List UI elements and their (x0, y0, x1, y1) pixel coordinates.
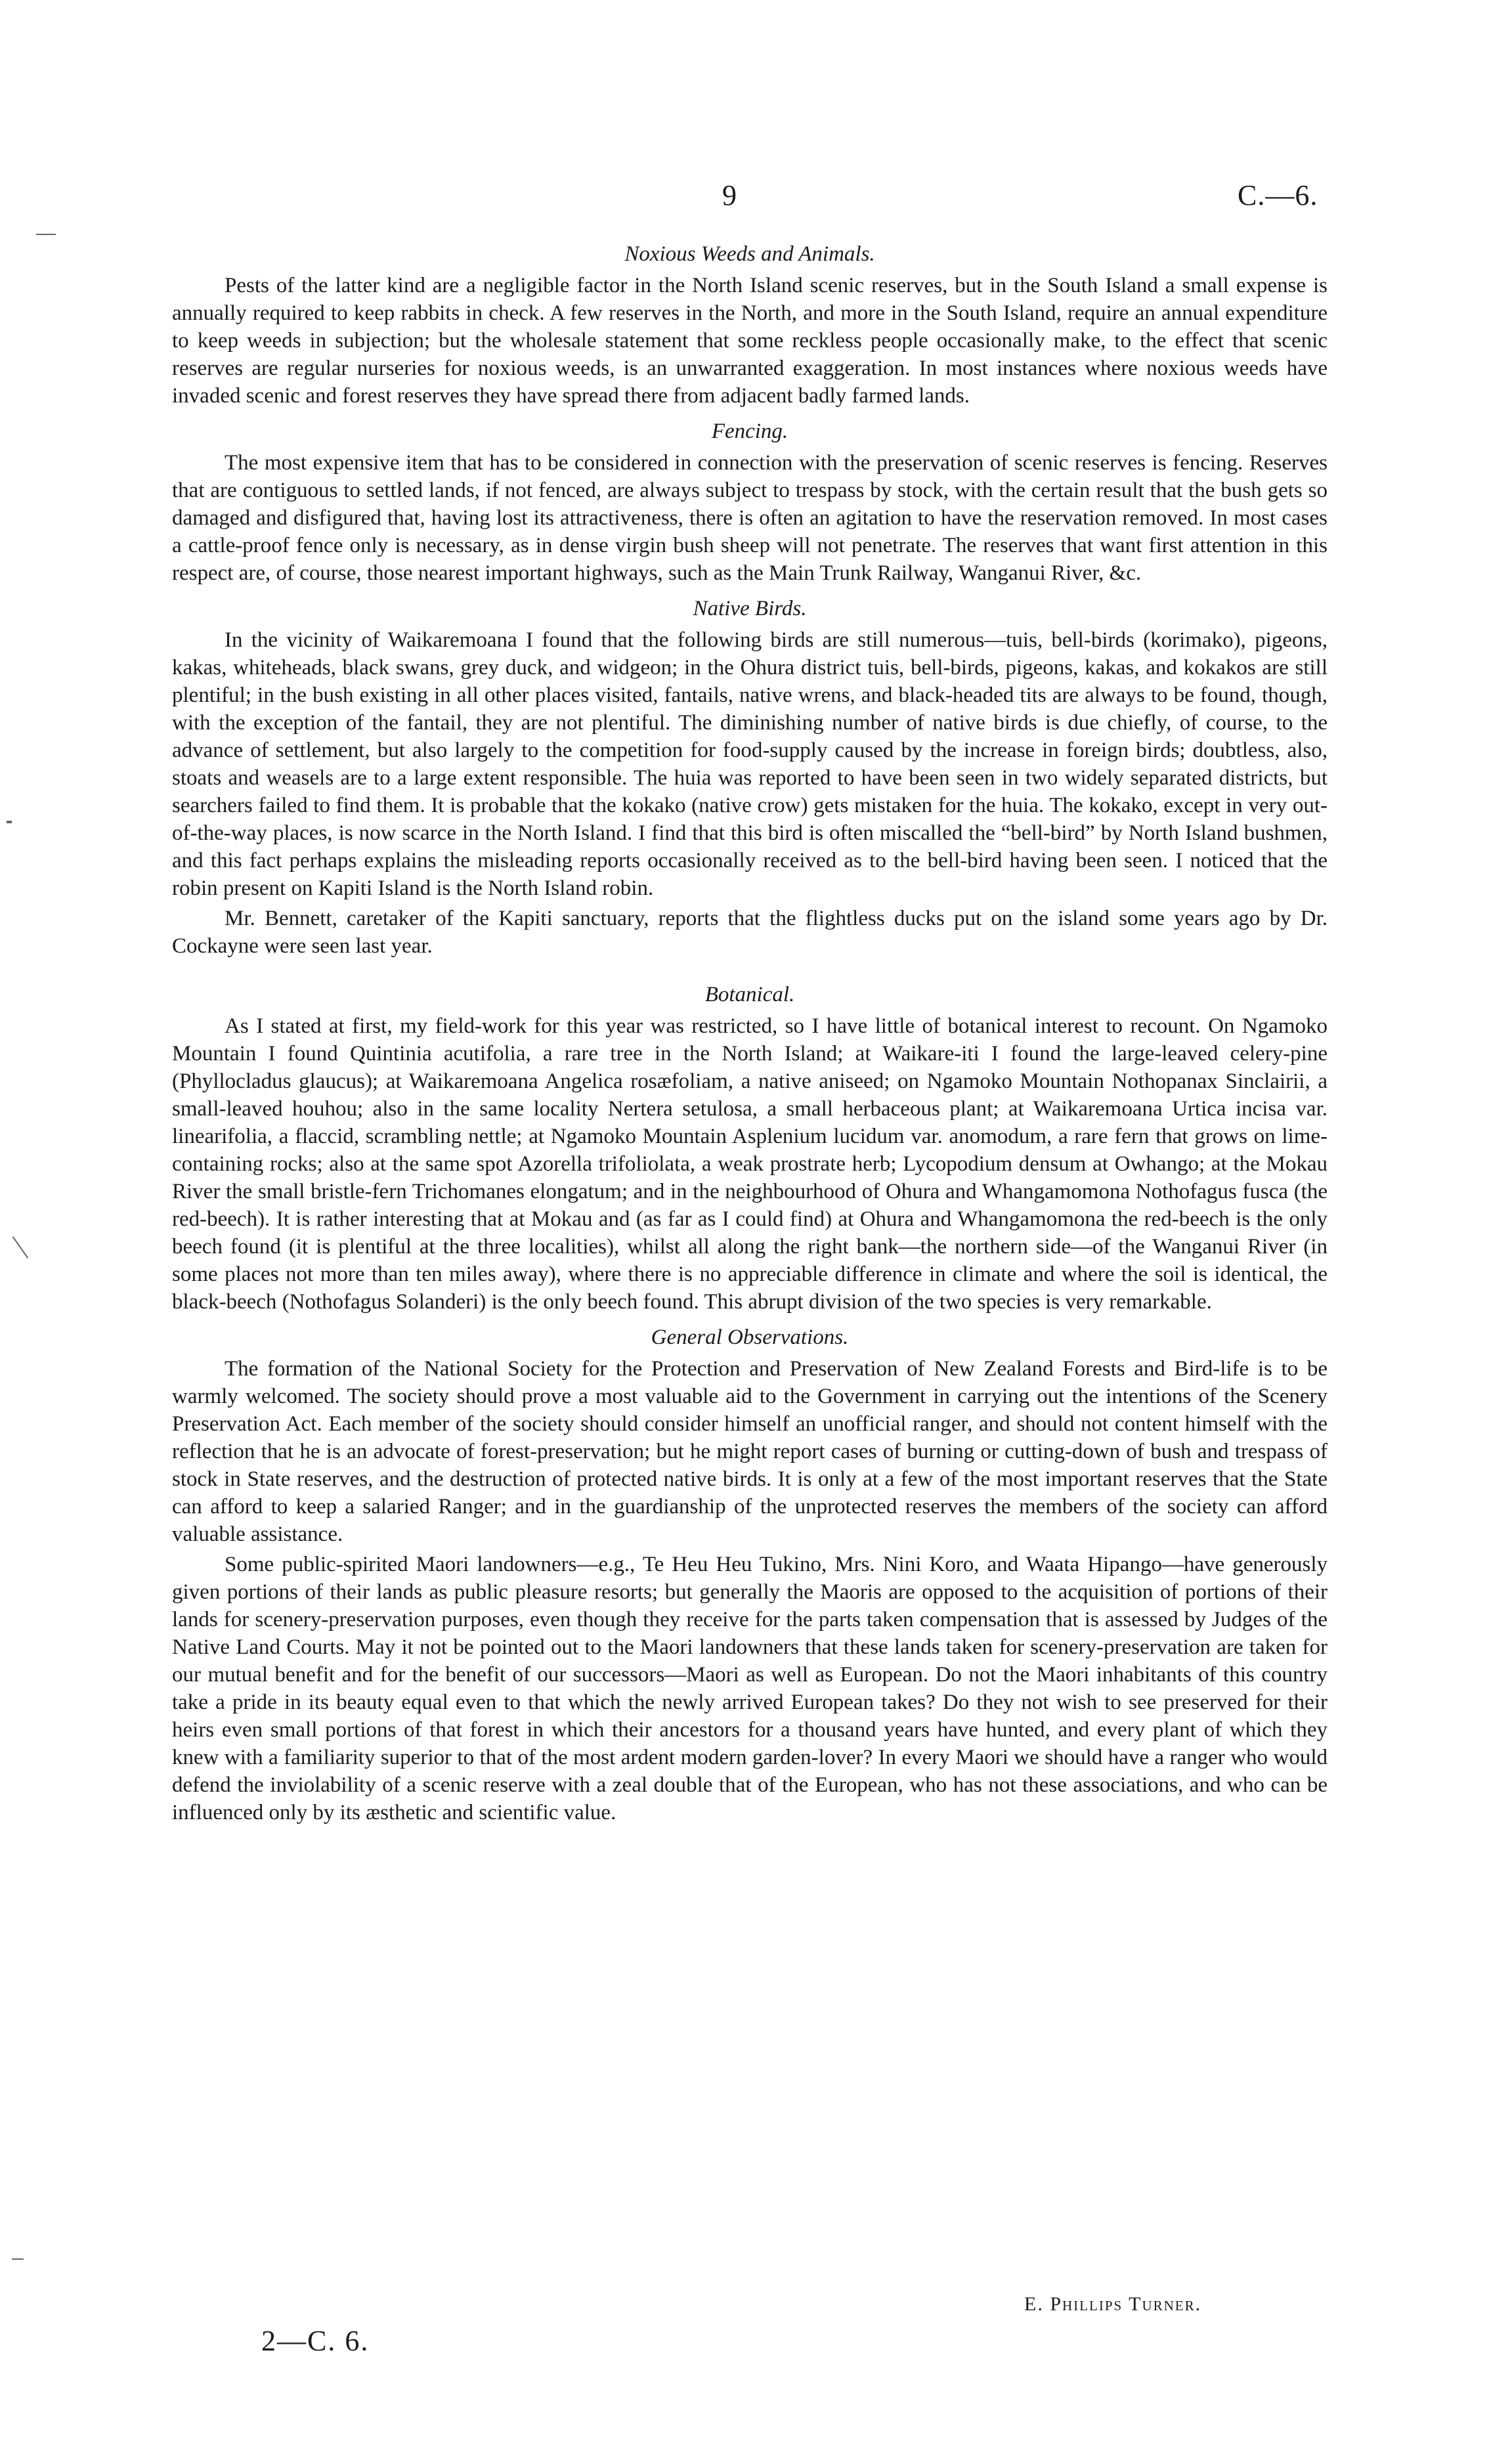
section-general-observations (172, 1325, 1328, 1826)
section-native-birds (172, 596, 1328, 960)
paragraph: Some public-spirited Maori landowners—e.g., Te Heu Heu Tukino, Mrs. Nini Koro, and Waata Hipango—have generously given portions of their lands as public pleasure resorts; but generally the Maoris are opposed to the acquisition of portions of their lands for scenery-preservation purposes, even though they receive for the parts taken compensation that is assessed by Judges of the Native Land Courts. May it not be pointed out to the Maori landowners that these lands taken for scenery-preservation are taken for our mutual benefit and for the benefit of our successors—Maori as well as European. Do not the Maori inhabitants of this country take a pride in its beauty equal even to that which the newly arrived European takes? Do they not wish to see preserved for their heirs even small portions of that forest in which their ancestors for a thousand years have hunted, and every plant of which they knew with a familiarity superior to that of the most ardent modern garden-lover? In every Maori we should have a ranger who would defend the inviolability of a scenic reserve with a zeal double that of the European, who has not these associations, and who can be influenced only by its æsthetic and scientific value. (172, 1553, 1328, 1824)
section-heading: Native Birds. (693, 597, 807, 620)
paragraph: The most expensive item that has to be considered in connection with the preservation of scenic reserves is fencing. Reserves that are contiguous to settled lands, if not fenced, are always subject to trespass by stock, with the certain result that the bush gets so damaged and disfigured that, having lost its attractiveness, there is often an agitation to have the reservation removed. In most cases a cattle-proof fence only is necessary, as in dense virgin bush sheep will not penetrate. The reserves that want first attention in this respect are, of course, those nearest important highways, such as the Main Trunk Railway, Wanganui River, &c. (172, 451, 1328, 585)
margin-mark (36, 234, 56, 235)
section-botanical (172, 982, 1328, 1316)
document-body (172, 242, 1328, 1836)
paragraph: Mr. Bennett, caretaker of the Kapiti sanctuary, reports that the flightless ducks put on the island some years ago by Dr. Cockayne were seen last year. (172, 907, 1328, 958)
paragraph: The formation of the National Society for the Protection and Preservation of New Zealand Forests and Bird-life is to be warmly welcomed. The society should prove a most valuable aid to the Government in carrying out the intentions of the Scenery Preservation Act. Each member of the society should consider himself an unofficial ranger, and should not content himself with the reflection that he is an advocate of forest-preservation; but he might report cases of burning or cutting-down of bush and trespass of stock in State reserves, and the destruction of protected native birds. It is only at a few of the most important reserves that the State can afford to keep a salaried Ranger; and in the guardianship of the unprotected reserves the members of the society can afford valuable assistance. (172, 1357, 1328, 1546)
paragraph: In the vicinity of Waikaremoana I found that the following birds are still numerous—tuis, bell-birds (korimako), pigeons, kakas, whiteheads, black swans, grey duck, and widgeon; in the Ohura district tuis, bell-birds, pigeons, kakas, and kokakos are still plentiful; in the bush existing in all other places visited, fantails, native wrens, and black-headed tits are always to be found, though, with the exception of the fantail, they are not plentiful. The diminishing number of native birds is due chiefly, of course, to the advance of settlement, but also largely to the competition for food-supply caused by the increase in foreign birds; doubtless, also, stoats and weasels are to a large extent responsible. The huia was reported to have been seen in two widely separated districts, but searchers failed to find them. It is probable that the kokako (native crow) gets mistaken for the huia. The kokako, except in very out-of-the-way places, is now scarce in the North Island. I find that this bird is often miscalled the “bell-bird” by North Island bushmen, and this fact perhaps explains the misleading reports occasionally received as to the bell-bird having been seen. I noticed that the robin present on Kapiti Island is the North Island robin. (172, 628, 1328, 900)
document-reference: C.—6. (1238, 179, 1318, 211)
section-heading: General Observations. (651, 1326, 849, 1349)
paragraph: Pests of the latter kind are a negligible factor in the North Island scenic reserves, but in the South Island a small expense is annually required to keep rabbits in check. A few reserves in the North, and more in the South Island, require an annual expenditure to keep weeds in subjection; but the wholesale statement that some reckless people occasionally make, to the effect that scenic reserves are regular nurseries for noxious weeds, is an unwarranted exaggeration. In most instances where noxious weeds have invaded scenic and forest reserves they have spread there from adjacent badly farmed lands. (172, 274, 1328, 408)
sheet-reference: 2—C. 6. (261, 2325, 370, 2357)
section-fencing (172, 419, 1328, 587)
section-noxious-weeds (172, 242, 1328, 410)
margin-mark (12, 2258, 24, 2260)
section-heading: Noxious Weeds and Animals. (624, 242, 875, 266)
section-heading: Fencing. (711, 420, 788, 443)
margin-mark (12, 1236, 29, 1259)
margin-mark (7, 821, 12, 823)
paragraph: As I stated at first, my field-work for this year was restricted, so I have little of botanical interest to recount. On Ngamoko Mountain I found Quintinia acutifolia, a rare tree in the North Island; at Waikare-iti I found the large-leaved celery-pine (Phyllocladus glaucus); at Waikaremoana Angelica rosæfoliam, a native aniseed; on Ngamoko Mountain Nothopanax Sinclairii, a small-leaved houhou; also in the same locality Nertera setulosa, a small herbaceous plant; at Waikaremoana Urtica incisa var. linearifolia, a flaccid, scrambling nettle; at Ngamoko Mountain Asplenium lucidum var. anomodum, a rare fern that grows on lime-containing rocks; also at the same spot Azorella trifoliolata, a weak prostrate herb; Lycopodium densum at Owhango; at the Mokau River the small bristle-fern Trichomanes elongatum; and in the neighbourhood of Ohura and Whangamomona Nothofagus fusca (the red-beech). It is rather interesting that at Mokau and (as far as I could find) at Ohura and Whangamomona the red-beech is the only beech found (it is plentiful at the three localities), whilst all along the right bank—the northern side—of the Wanganui River (in some places not more than ten miles away), where there is no appreciable difference in climate and where the soil is identical, the black-beech (Nothofagus Solanderi) is the only beech found. This abrupt division of the two species is very remarkable. (172, 1014, 1328, 1314)
author-signature: E. Phillips Turner. (1024, 2293, 1202, 2315)
section-heading: Botanical. (704, 983, 795, 1006)
page-number: 9 (722, 179, 737, 211)
